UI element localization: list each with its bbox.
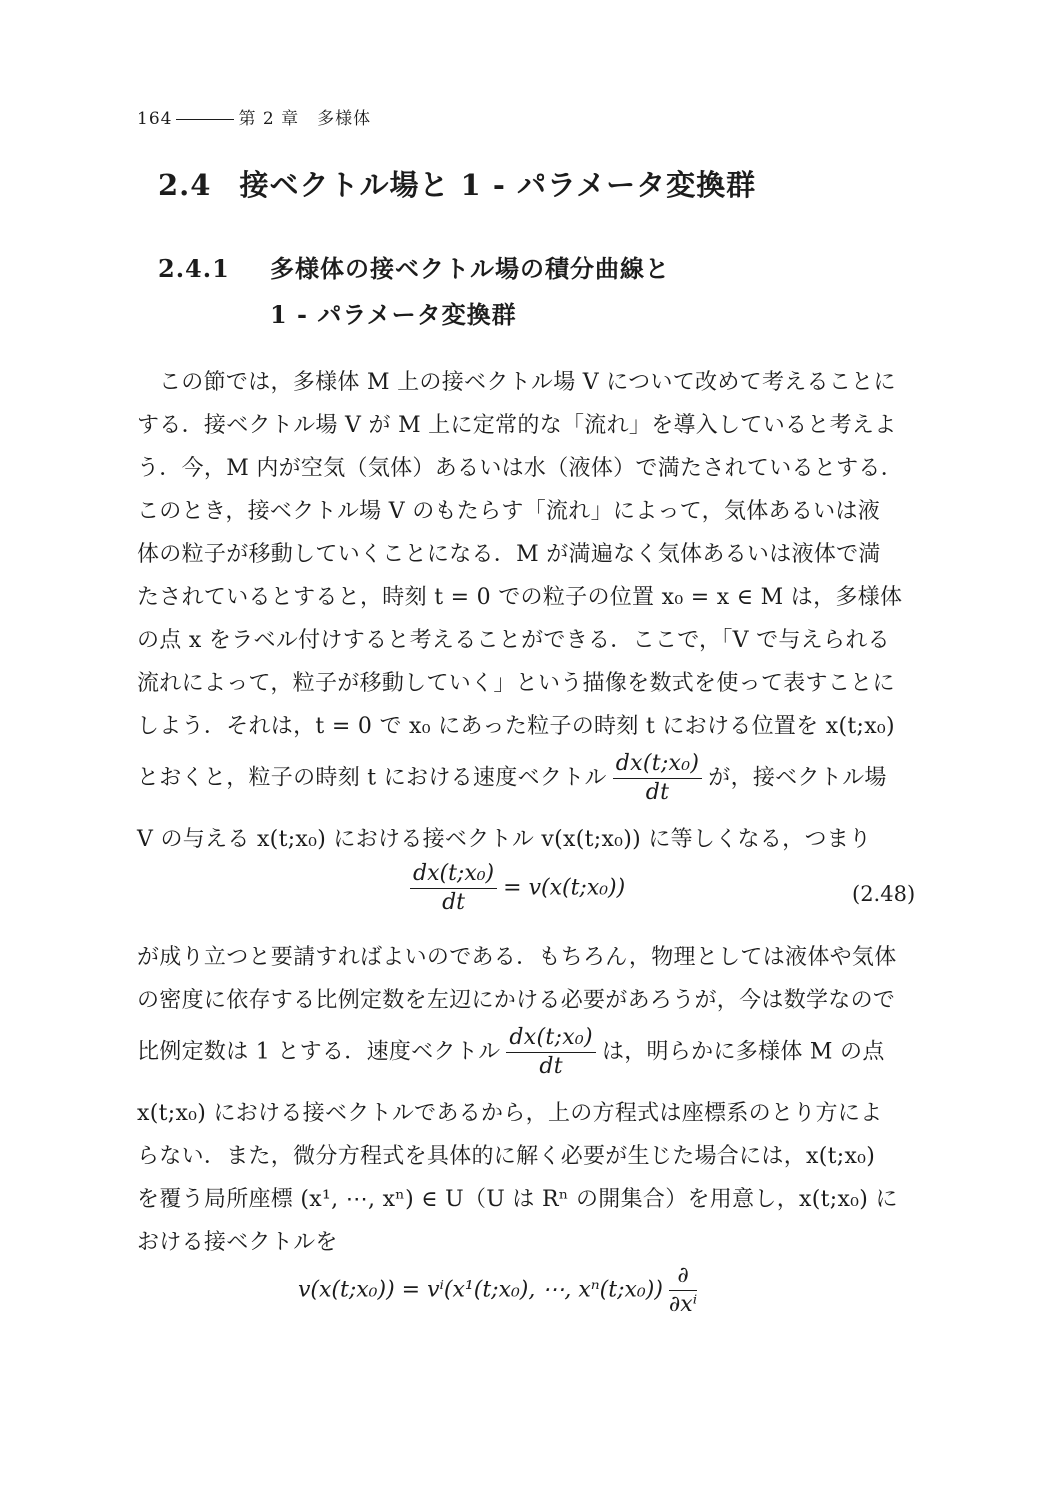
text-line-10 <box>137 752 919 805</box>
equation-components <box>298 1264 703 1317</box>
velocity-fraction-2 <box>506 1026 596 1079</box>
text-line-13: の密度に依存する比例定数を左辺にかける必要があろうが，今は数学なので <box>137 988 896 1013</box>
section-heading <box>158 163 756 204</box>
text-line-14-end: は，明らかに多様体 M の点 <box>601 1039 885 1065</box>
text-line-3: う．今，M 内が空気（気体）あるいは水（液体）で満たされているとする． <box>137 456 904 481</box>
text-line-11: V の与える x(t;x₀) における接ベクトル v(x(t;x₀)) に等しくなる，つまり <box>137 827 872 852</box>
equation-fraction <box>410 862 497 915</box>
text-line-8: 流れによって，粒子が移動していく」という描像を数式を使って表すことに <box>137 671 895 696</box>
equation-rhs: = v(x(t;x₀)) <box>503 875 626 901</box>
text-line-17: を覆う局所座標 (x¹, ⋯, xⁿ) ∈ U（U は Rⁿ の開集合）を用意し，x(t;x₀) に <box>137 1187 898 1212</box>
subsection-number: 2.4.1 <box>158 254 230 283</box>
text-line-12: が成り立つと要請すればよいのである．もちろん，物理としては液体や気体 <box>137 945 897 970</box>
text-line-1: この節では，多様体 M 上の接ベクトル場 V について改めて考えることに <box>159 370 896 395</box>
page-number: 164 <box>137 109 173 129</box>
text-line-4: このとき，接ベクトル場 V のもたらす「流れ」によって，気体あるいは液 <box>137 499 881 524</box>
text-line-6: たされているとすると，時刻 t = 0 での粒子の位置 x₀ = x ∈ M は，多様体 <box>137 585 903 610</box>
partial-derivative <box>669 1264 697 1317</box>
velocity-fraction <box>613 752 703 805</box>
text-line-14 <box>137 1026 919 1079</box>
equation-2-48 <box>404 862 625 915</box>
text-line-9: しよう．それは，t = 0 で x₀ にあった粒子の時刻 t における位置を x(t;x₀) <box>137 714 895 739</box>
partial-denominator: ∂xⁱ <box>668 1292 698 1317</box>
text-line-15: x(t;x₀) における接ベクトルであるから，上の方程式は座標系のとり方によ <box>137 1101 883 1126</box>
text-line-2: する．接ベクトル場 V が M 上に定常的な「流れ」を導入していると考えよ <box>137 413 897 438</box>
equation-number: (2.48) <box>852 882 916 906</box>
fraction-numerator-2: dx(t;x₀) <box>506 1026 596 1053</box>
chapter-title: 第 2 章 多様体 <box>238 109 372 129</box>
text-line-10-end: が，接ベクトル場 <box>708 765 887 791</box>
equation-denominator: dt <box>442 890 466 915</box>
subsection-heading <box>158 246 670 338</box>
partial-numerator: ∂ <box>669 1264 697 1291</box>
text-line-10-start: とおくと，粒子の時刻 t における速度ベクトル <box>137 765 607 791</box>
fraction-denominator-2: dt <box>539 1054 563 1079</box>
section-number: 2.4 <box>158 168 212 202</box>
text-line-5: 体の粒子が移動していくことになる．M が満遍なく気体あるいは液体で満 <box>137 542 881 567</box>
head-rule <box>176 119 234 120</box>
equation-numerator: dx(t;x₀) <box>410 862 497 889</box>
running-head <box>137 104 371 129</box>
text-line-7: の点 x をラベル付けすると考えることができる．ここで，「V で与えられる <box>137 628 890 653</box>
fraction-numerator: dx(t;x₀) <box>613 752 703 779</box>
fraction-denominator: dt <box>645 780 670 805</box>
text-line-18: おける接ベクトルを <box>137 1230 338 1255</box>
text-line-16: らない．また，微分方程式を具体的に解く必要が生じた場合には，x(t;x₀) <box>137 1144 876 1169</box>
section-title: 接ベクトル場と 1 - パラメータ変換群 <box>239 168 757 202</box>
equation-components-main: v(x(t;x₀)) = vⁱ(x¹(t;x₀), ⋯, xⁿ(t;x₀)) <box>298 1277 663 1303</box>
subsection-title-line2: 1 - パラメータ変換群 <box>270 300 517 329</box>
text-line-14-start: 比例定数は 1 とする．速度ベクトル <box>137 1039 501 1065</box>
subsection-title-line1: 多様体の接ベクトル場の積分曲線と <box>270 254 670 283</box>
